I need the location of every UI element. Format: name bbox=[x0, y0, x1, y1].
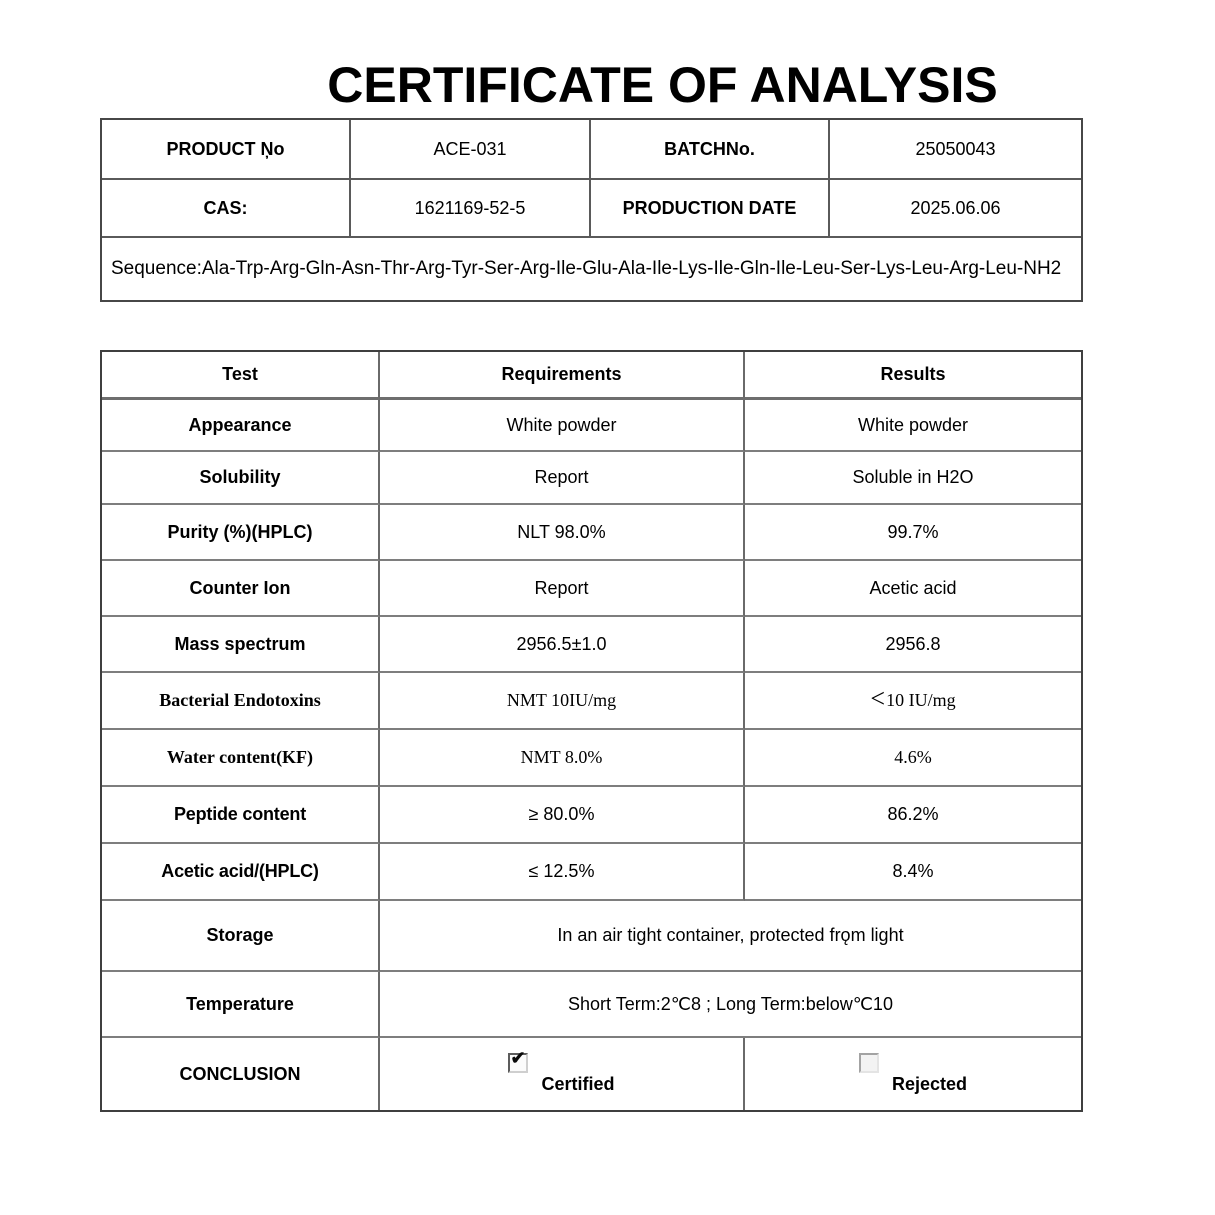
storage-value: In an air tight container, protected frǫm light bbox=[380, 901, 1081, 972]
rejected-label: Rejected bbox=[891, 1073, 968, 1094]
rejected-option bbox=[745, 1038, 1081, 1110]
batch-no-label: BATCHNo. bbox=[591, 120, 830, 180]
result-cell bbox=[745, 673, 1081, 730]
result-text: 10 IU/mg bbox=[886, 690, 956, 710]
requirement-cell: NMT 8.0% bbox=[380, 730, 745, 787]
product-no-label: PRODUCT Ņo bbox=[102, 120, 351, 180]
requirement-cell: ≤ 12.5% bbox=[380, 844, 745, 901]
cas-value: 1621169-52-5 bbox=[351, 180, 591, 238]
requirement-cell: Report bbox=[380, 561, 745, 617]
test-column-header: Test bbox=[102, 352, 380, 400]
product-no-value: ACE-031 bbox=[351, 120, 591, 180]
temperature-value: Short Term:2℃8 ; Long Term:below℃10 bbox=[380, 972, 1081, 1038]
production-date-value: 2025.06.06 bbox=[830, 180, 1081, 238]
production-date-label: PRODUCTION DATE bbox=[591, 180, 830, 238]
test-cell: Appearance bbox=[102, 400, 380, 452]
result-cell: 86.2% bbox=[745, 787, 1081, 844]
result-cell: 99.7% bbox=[745, 505, 1081, 561]
test-cell: Peptide content bbox=[102, 787, 380, 844]
product-info-table bbox=[100, 118, 1083, 302]
result-cell: 2956.8 bbox=[745, 617, 1081, 673]
result-cell: Acetic acid bbox=[745, 561, 1081, 617]
sequence-text: Sequence:Ala-Trp-Arg-Gln-Asn-Thr-Arg-Tyr-Ser-Arg-Ile-Glu-Ala-Ile-Lys-Ile-Gln-Ile-Leu-Ser-Lys-Leu-Arg-Leu-NH2 bbox=[102, 238, 1081, 300]
analysis-table bbox=[100, 350, 1083, 1112]
certified-label: Certified bbox=[541, 1073, 615, 1094]
page-title: CERTIFICATE OF ANALYSIS bbox=[327, 57, 998, 113]
temperature-label: Temperature bbox=[102, 972, 380, 1038]
requirements-column-header: Requirements bbox=[380, 352, 745, 400]
results-column-header: Results bbox=[745, 352, 1081, 400]
test-cell: Mass spectrum bbox=[102, 617, 380, 673]
result-cell: 8.4% bbox=[745, 844, 1081, 901]
requirement-cell: NLT 98.0% bbox=[380, 505, 745, 561]
requirement-cell: ≥ 80.0% bbox=[380, 787, 745, 844]
test-cell: Water content(KF) bbox=[102, 730, 380, 787]
requirement-cell: 2956.5±1.0 bbox=[380, 617, 745, 673]
storage-label: Storage bbox=[102, 901, 380, 972]
less-than-sign: < bbox=[870, 684, 886, 713]
test-cell: Bacterial Endotoxins bbox=[102, 673, 380, 730]
certified-checkbox[interactable] bbox=[508, 1053, 528, 1073]
cas-label: CAS: bbox=[102, 180, 351, 238]
test-cell: Purity (%)(HPLC) bbox=[102, 505, 380, 561]
test-cell: Acetic acid/(HPLC) bbox=[102, 844, 380, 901]
requirement-cell: Report bbox=[380, 452, 745, 505]
test-cell: Counter Ion bbox=[102, 561, 380, 617]
rejected-checkbox[interactable] bbox=[859, 1053, 879, 1073]
requirement-cell: White powder bbox=[380, 400, 745, 452]
batch-no-value: 25050043 bbox=[830, 120, 1081, 180]
result-cell: White powder bbox=[745, 400, 1081, 452]
conclusion-label: CONCLUSION bbox=[102, 1038, 380, 1110]
test-cell: Solubility bbox=[102, 452, 380, 505]
result-cell: Soluble in H2O bbox=[745, 452, 1081, 505]
result-cell: 4.6% bbox=[745, 730, 1081, 787]
certified-option bbox=[380, 1038, 745, 1110]
requirement-cell: NMT 10IU/mg bbox=[380, 673, 745, 730]
